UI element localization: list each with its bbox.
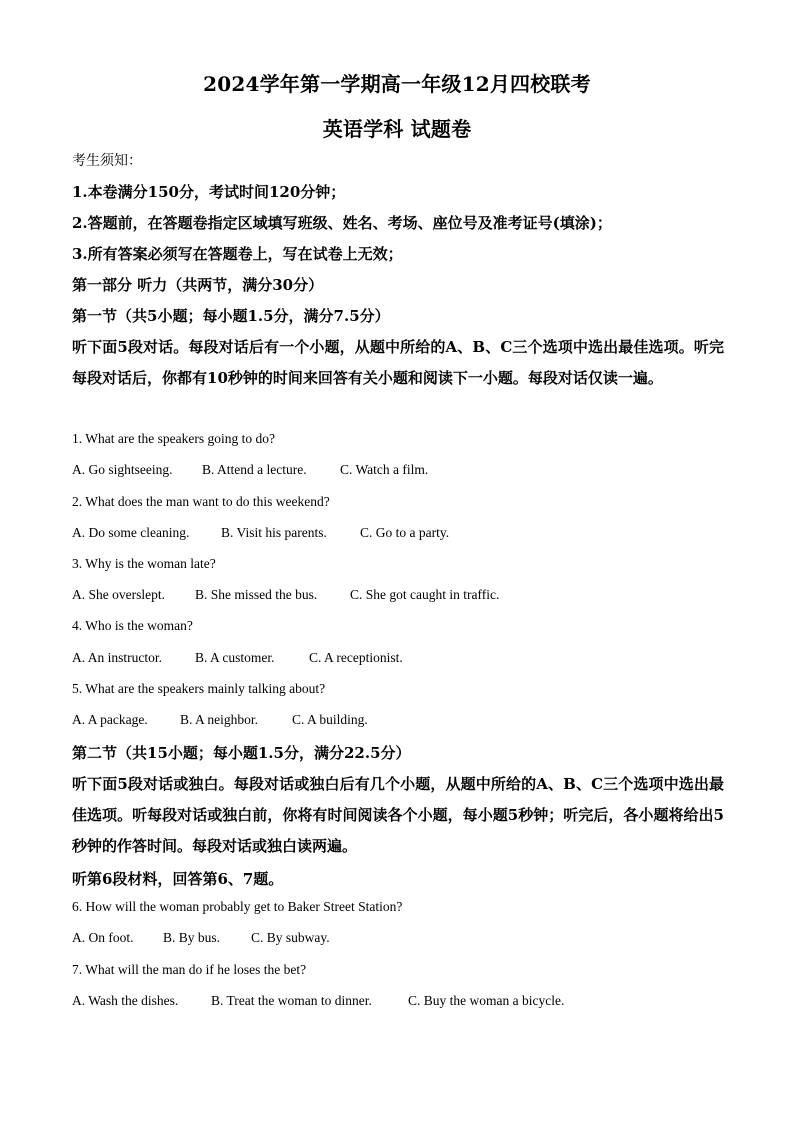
option-c: C. Go to a party. [360,525,450,540]
section1-instructions: 听下面5段对话。每段对话后有一个小题，从题中所给的A、B、C三个选项中选出最佳选项。听完每段对话后，你都有10秒钟的时间来回答有关小题和阅读下一小题。每段对话仅读一遍。 [72,338,724,387]
question-2-options [72,525,724,541]
option-a: A. Wash the dishes. [72,993,179,1008]
question-5-options [72,712,724,728]
option-a: A. On foot. [72,930,134,945]
exam-title: 2024学年第一学期高一年级12月四校联考 [203,72,591,96]
material-label: 听第6段材料，回答第6、7题。 [72,870,284,888]
option-a: A. An instructor. [72,650,162,665]
question-3-options [72,587,724,603]
option-c: C. A receptionist. [309,650,403,665]
notice-item-2: 2.答题前，在答题卷指定区域填写班级、姓名、考场、座位号及准考证号(填涂)； [72,214,612,232]
question-5: 5. What are the speakers mainly talking about? [72,681,326,696]
question-7-options [72,993,724,1009]
option-a: A. Do some cleaning. [72,525,190,540]
option-a: A. She overslept. [72,587,165,602]
option-c: C. She got caught in traffic. [350,587,500,602]
option-b: B. A neighbor. [180,712,259,727]
option-b: B. She missed the bus. [195,587,318,602]
option-c: C. By subway. [251,930,330,945]
part1-heading: 第一部分 听力（共两节，满分30分） [72,276,324,294]
notice-heading: 考生须知： [72,153,142,169]
section2-instructions: 听下面5段对话或独白。每段对话或独白后有几个小题，从题中所给的A、B、C三个选项中选出最佳选项。听每段对话或独白前，你将有时间阅读各个小题，每小题5秒钟；听完后，各小题将给出5秒钟的作答时间。每段对话或独白读两遍。 [72,775,724,855]
section2-heading: 第二节（共15小题；每小题1.5分，满分22.5分） [72,744,411,762]
question-2: 2. What does the man want to do this weekend? [72,494,330,509]
question-4-options [72,650,724,666]
option-c: C. Watch a film. [340,462,429,477]
option-c: C. Buy the woman a bicycle. [408,993,565,1008]
option-b: B. By bus. [163,930,221,945]
section1-heading: 第一节（共5小题；每小题1.5分，满分7.5分） [72,307,390,325]
question-1-options [72,462,724,478]
option-b: B. Visit his parents. [221,525,327,540]
exam-subtitle: 英语学科 试题卷 [322,117,472,141]
question-1: 1. What are the speakers going to do? [72,431,275,446]
notice-item-1: 1.本卷满分150分，考试时间120分钟； [72,183,346,201]
question-3: 3. Why is the woman late? [72,556,216,571]
option-c: C. A building. [292,712,368,727]
question-6: 6. How will the woman probably get to Baker Street Station? [72,899,403,914]
option-b: B. Treat the woman to dinner. [211,993,372,1008]
question-6-options [72,930,724,946]
question-7: 7. What will the man do if he loses the bet? [72,962,307,977]
option-b: B. A customer. [195,650,275,665]
notice-item-3: 3.所有答案必须写在答题卷上，写在试卷上无效； [72,245,403,263]
option-b: B. Attend a lecture. [202,462,307,477]
option-a: A. Go sightseeing. [72,462,173,477]
question-4: 4. Who is the woman? [72,618,193,633]
option-a: A. A package. [72,712,148,727]
